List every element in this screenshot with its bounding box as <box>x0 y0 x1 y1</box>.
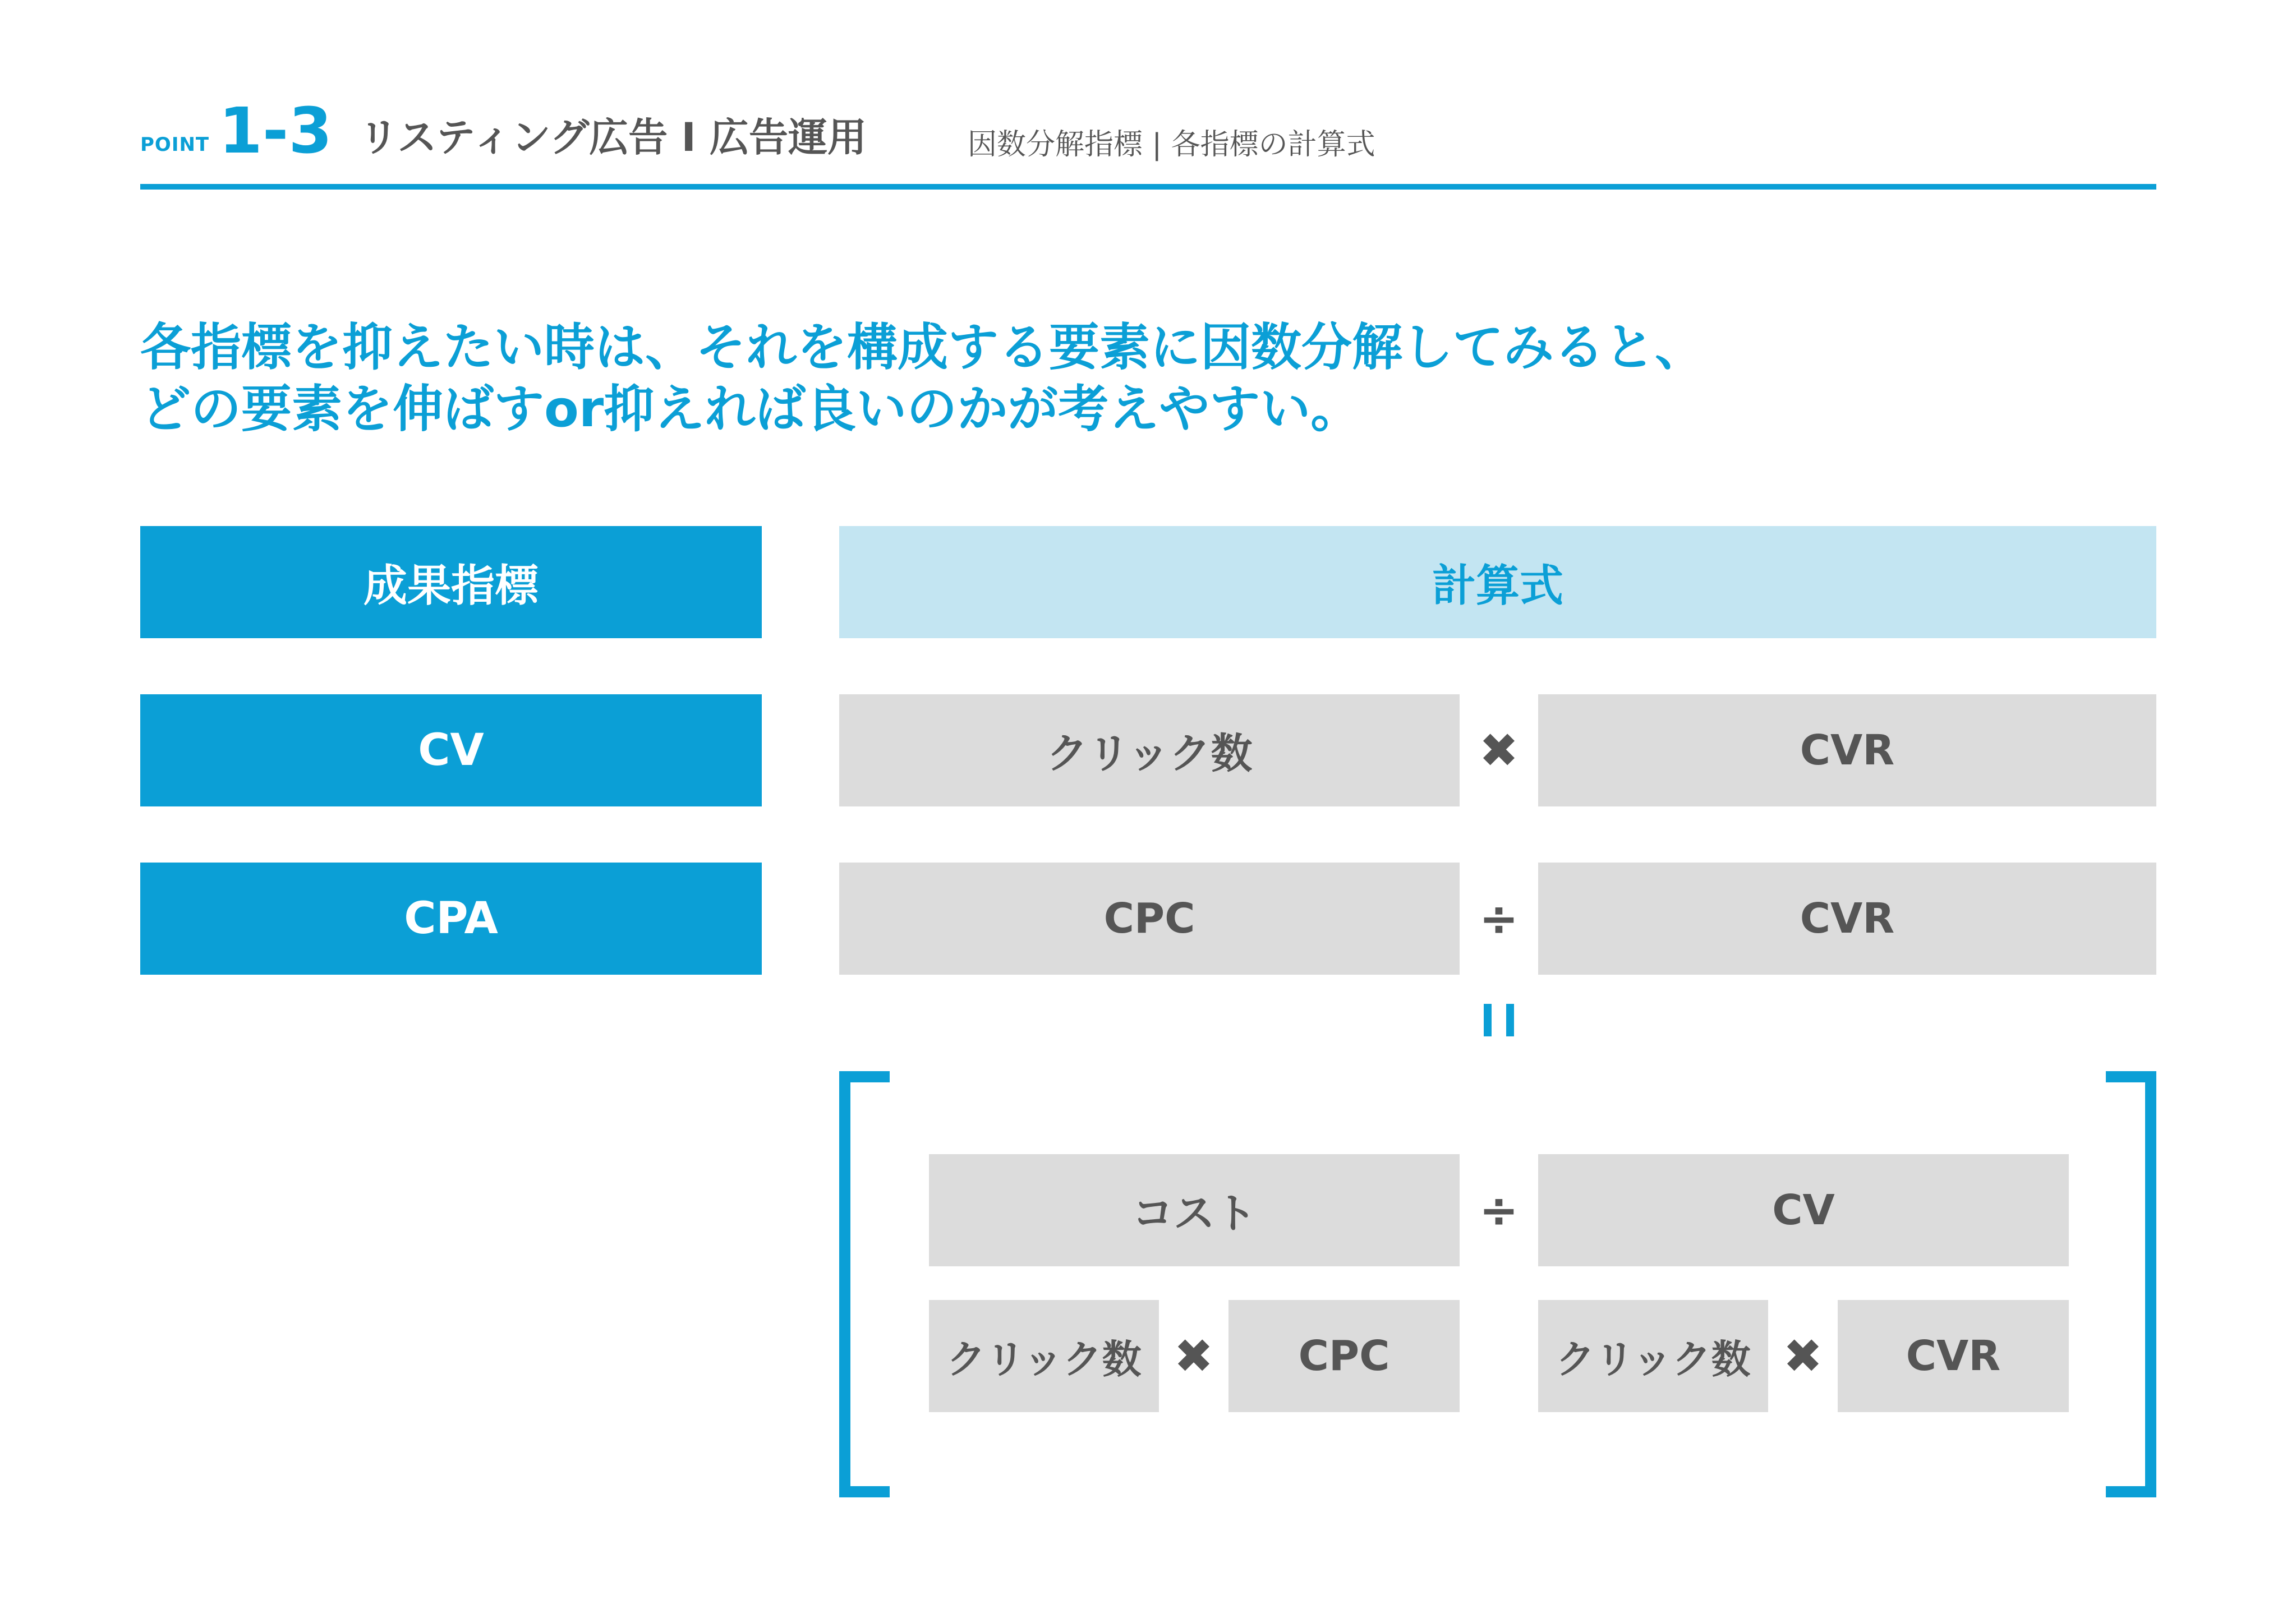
metric-cpa: CPA <box>140 863 762 975</box>
lead-line-2: どの要素を伸ばすor抑えれば良いのかが考えやすい。 <box>140 379 1361 439</box>
breakdown-cost: コスト <box>929 1154 1460 1266</box>
page-title: リスティング広告 I 広告運用 <box>359 114 867 160</box>
cpa-formula-right: CVR <box>1538 863 2156 975</box>
lead-text <box>140 317 1705 440</box>
cpa-formula-left: CPC <box>839 863 1460 975</box>
equals-icon-glyph <box>1484 1003 1514 1039</box>
divide-icon: ÷ <box>1479 1183 1519 1238</box>
cv-formula-left: クリック数 <box>839 694 1460 806</box>
right-bracket <box>2106 1071 2156 1497</box>
metric-cv: CV <box>140 694 762 806</box>
multiply-icon: ✖ <box>1174 1329 1214 1384</box>
equals-icon <box>1460 965 1538 1077</box>
divide-icon: ÷ <box>1479 891 1519 946</box>
lead-line-1: 各指標を抑えたい時は、それを構成する要素に因数分解してみると、 <box>140 318 1705 377</box>
breakdown-clicks-1: クリック数 <box>929 1300 1159 1412</box>
formula-column-header: 計算式 <box>839 526 2156 638</box>
cv-formula-right: CVR <box>1538 694 2156 806</box>
breakdown-clicks-2: クリック数 <box>1538 1300 1768 1412</box>
metric-column-header: 成果指標 <box>140 526 762 638</box>
multiply-icon: ✖ <box>1783 1329 1823 1384</box>
header-divider <box>140 184 2156 190</box>
left-bracket <box>839 1071 890 1497</box>
multiply-icon: ✖ <box>1479 723 1519 778</box>
breakdown-cvr: CVR <box>1838 1300 2069 1412</box>
breakdown-cpc: CPC <box>1228 1300 1460 1412</box>
breakdown-cv: CV <box>1538 1154 2069 1266</box>
page-subtitle: 因数分解指標 | 各指標の計算式 <box>968 128 1375 162</box>
point-number: 1-3 <box>219 95 333 168</box>
point-label: POINT <box>140 133 210 156</box>
